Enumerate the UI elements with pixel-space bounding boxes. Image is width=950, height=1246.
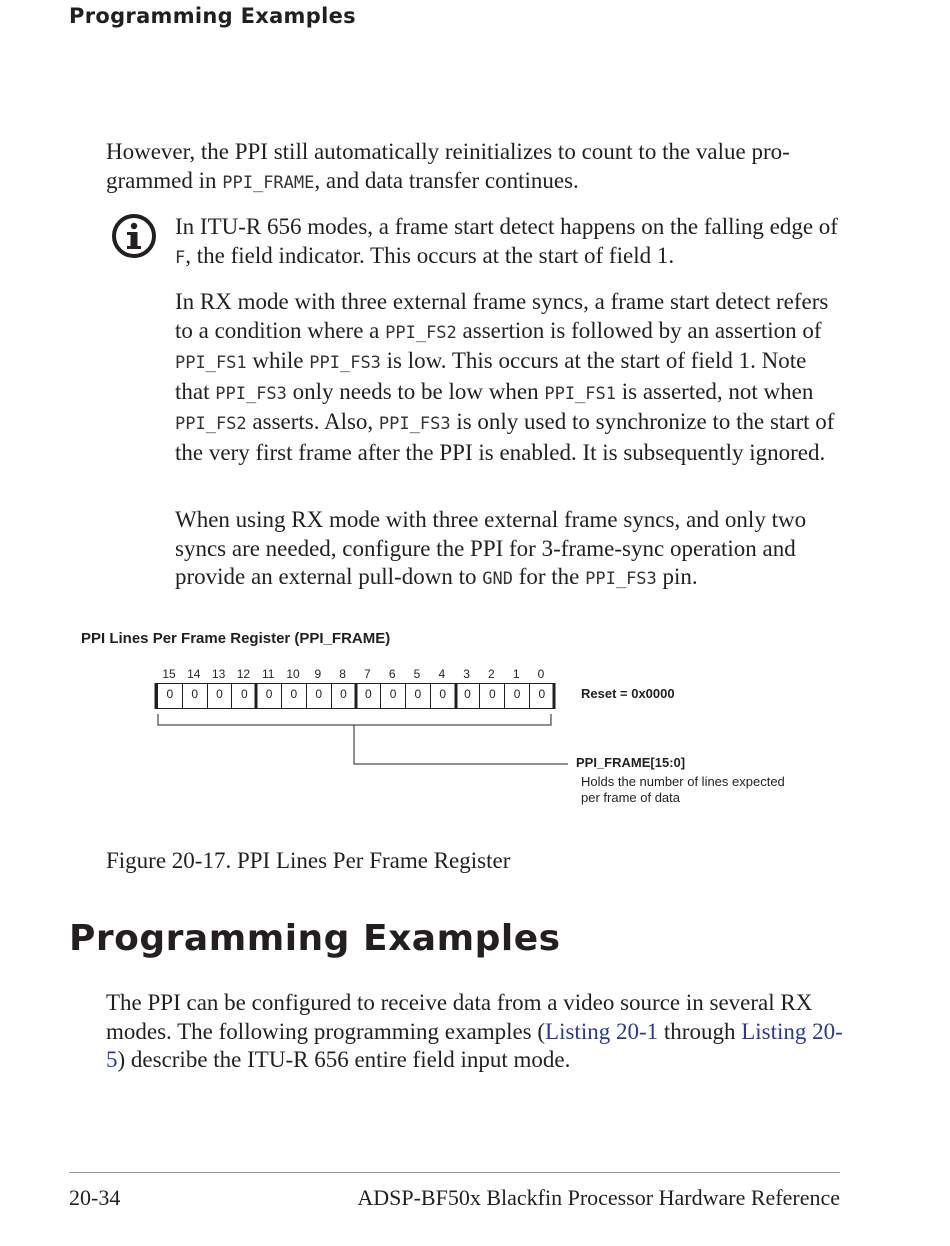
bit-number: 2 bbox=[488, 667, 495, 681]
bit-number: 14 bbox=[187, 667, 201, 681]
bit-number: 4 bbox=[438, 667, 446, 681]
paragraph: However, the PPI still automatically reinitializes to count to the value pro-grammed in PPI_FRAME, and data transfer continues. bbox=[106, 139, 790, 193]
footer-rule bbox=[69, 1172, 840, 1173]
note-paragraph: In RX mode with three external frame syncs, a frame start detect refers to a condition where a PPI_FS2 assertion is followed by an assertion of PPI_FS1 while PPI_FS3 is low. This occurs at the start of field 1. Note that PPI_FS3 only needs to be low when PPI_FS1 is asserted, not when PPI_FS2 asserts. Also, PPI_FS3 is only used to synchronize to the start of the very first frame after the PPI is enabled. It is subsequently ignored. bbox=[175, 289, 835, 465]
page-number: 20-34 bbox=[69, 1185, 121, 1210]
figure-caption: Figure 20-17. PPI Lines Per Frame Register bbox=[106, 848, 511, 873]
bit-cell: 0 bbox=[380, 683, 406, 709]
bit-number: 1 bbox=[512, 667, 520, 681]
bit-number: 11 bbox=[261, 667, 275, 681]
bit-number: 10 bbox=[286, 667, 300, 681]
bit-cell: 0 bbox=[281, 683, 307, 709]
field-description: Holds the number of lines expected per frame of data bbox=[581, 774, 785, 805]
running-header: Programming Examples bbox=[69, 4, 356, 28]
note-paragraph: In ITU-R 656 modes, a frame start detect happens on the falling edge of F, the field indicator. This occurs at the start of field 1. bbox=[175, 214, 838, 268]
bit-cell: 0 bbox=[355, 683, 381, 709]
bit-number: 0 bbox=[537, 667, 545, 681]
bit-cell: 0 bbox=[455, 683, 481, 709]
section-heading: Programming Examples bbox=[69, 918, 561, 959]
bit-number: 9 bbox=[314, 667, 322, 681]
note-paragraph: When using RX mode with three external frame syncs, and only two syncs are needed, configure the PPI for 3-frame-sync operation and provide an external pull-down to GND for the PPI_FS3 pin. bbox=[175, 507, 807, 589]
code-ppi-frame: PPI_FRAME bbox=[222, 172, 315, 193]
bit-cell: 0 bbox=[157, 683, 183, 709]
reset-value: Reset = 0x0000 bbox=[581, 686, 675, 701]
bit-cell: 0 bbox=[405, 683, 431, 709]
bit-number: 5 bbox=[413, 667, 421, 681]
bit-number: 3 bbox=[463, 667, 470, 681]
bit-cell: 0 bbox=[504, 683, 530, 709]
bit-number: 15 bbox=[162, 667, 176, 681]
bit-cell: 0 bbox=[306, 683, 332, 709]
bit-cell: 0 bbox=[256, 683, 282, 709]
bit-cell: 0 bbox=[231, 683, 257, 709]
bit-number: 6 bbox=[388, 667, 396, 681]
document-title: ADSP-BF50x Blackfin Processor Hardware Reference bbox=[357, 1185, 840, 1210]
listing-link[interactable]: Listing 20-5 bbox=[106, 1018, 843, 1072]
bit-cell: 0 bbox=[430, 683, 456, 709]
bit-number: 7 bbox=[364, 667, 371, 681]
bit-cell: 0 bbox=[479, 683, 505, 709]
field-name: PPI_FRAME[15:0] bbox=[576, 755, 686, 770]
bit-number: 12 bbox=[236, 667, 251, 681]
bit-cell: 0 bbox=[207, 683, 233, 709]
bit-cell: 0 bbox=[182, 683, 208, 709]
bit-cell: 0 bbox=[331, 683, 357, 709]
info-icon bbox=[110, 212, 158, 260]
paragraph: The PPI can be configured to receive data from a video source in several RX modes. The following programming examples (Listing 20-1 through Listing 20-5) describe the ITU-R 656 entire field input mode. bbox=[106, 990, 843, 1072]
bit-cell: 0 bbox=[529, 683, 555, 709]
bit-number: 13 bbox=[211, 667, 226, 681]
listing-link[interactable]: Listing 20-1 bbox=[545, 1018, 659, 1044]
bit-number: 8 bbox=[339, 667, 346, 681]
figure-title: PPI Lines Per Frame Register (PPI_FRAME) bbox=[81, 630, 391, 647]
